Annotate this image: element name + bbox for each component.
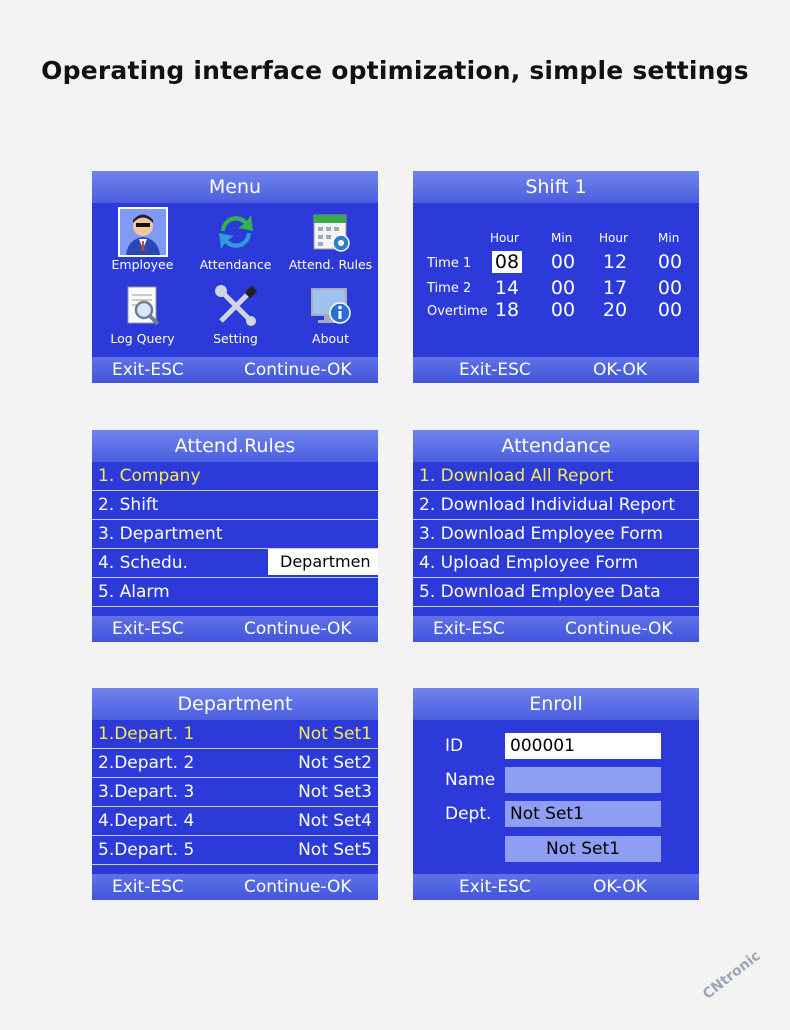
- attendance-title: Attendance: [413, 430, 699, 462]
- list-item[interactable]: [92, 836, 378, 865]
- attendance-screen: [413, 430, 699, 642]
- attend-rules-title: Attend.Rules: [92, 430, 378, 462]
- calendar-icon: [308, 209, 354, 255]
- menu-item-label: Employee: [111, 257, 174, 272]
- enroll-screen: [413, 688, 699, 900]
- continue-ok-button[interactable]: Continue-OK: [244, 360, 352, 380]
- shift-row-label-time2: Time 2: [427, 281, 472, 296]
- shift-header-hour-1: Hour: [490, 231, 519, 245]
- exit-esc-button[interactable]: Exit-ESC: [112, 877, 184, 897]
- shift-overtime-end-min[interactable]: 00: [657, 299, 683, 321]
- dept-label: Dept.: [445, 804, 492, 824]
- department-label: 2.Depart. 2: [98, 753, 195, 773]
- exit-esc-button[interactable]: Exit-ESC: [433, 619, 505, 639]
- attendance-list: [413, 462, 699, 607]
- menu-item-label: Attend. Rules: [288, 257, 373, 272]
- attendance-icon: [213, 209, 259, 255]
- exit-esc-button[interactable]: Exit-ESC: [112, 619, 184, 639]
- dept-option[interactable]: Not Set1: [505, 836, 661, 862]
- shift-title: Shift 1: [413, 171, 699, 203]
- shift-screen: [413, 171, 699, 383]
- menu-title: Menu: [92, 171, 378, 203]
- exit-esc-button[interactable]: Exit-ESC: [459, 877, 531, 897]
- exit-esc-button[interactable]: Exit-ESC: [112, 360, 184, 380]
- shift-time1-start-min[interactable]: 00: [550, 251, 576, 273]
- attend-rules-screen: [92, 430, 378, 642]
- shift-time2-start-hour[interactable]: 14: [494, 277, 520, 299]
- continue-ok-button[interactable]: Continue-OK: [244, 619, 352, 639]
- attend-rules-list: [92, 462, 378, 607]
- enroll-footer: [413, 874, 699, 900]
- enroll-title: Enroll: [413, 688, 699, 720]
- wrench-icon: [213, 283, 259, 329]
- menu-item-log-query[interactable]: [95, 279, 190, 354]
- menu-item-attend-rules[interactable]: [283, 205, 378, 280]
- department-value: Not Set4: [298, 811, 372, 831]
- continue-ok-button[interactable]: Continue-OK: [565, 619, 673, 639]
- department-value: Not Set2: [298, 753, 372, 773]
- employee-icon: [120, 209, 166, 255]
- list-item[interactable]: 1. Company: [92, 462, 378, 491]
- exit-esc-button[interactable]: Exit-ESC: [459, 360, 531, 380]
- department-label: 4.Depart. 4: [98, 811, 195, 831]
- department-label: 1.Depart. 1: [98, 724, 195, 744]
- ok-button[interactable]: OK-OK: [593, 360, 647, 380]
- shift-overtime-end-hour[interactable]: 20: [602, 299, 628, 321]
- shift-row-label-overtime: Overtime: [427, 304, 488, 319]
- shift-time1-end-min[interactable]: 00: [657, 251, 683, 273]
- list-item[interactable]: [92, 720, 378, 749]
- department-footer: [92, 874, 378, 900]
- menu-grid: [92, 203, 378, 357]
- list-item-schedule[interactable]: [92, 549, 378, 578]
- name-label: Name: [445, 770, 496, 790]
- attendance-footer: [413, 616, 699, 642]
- shift-overtime-start-min[interactable]: 00: [550, 299, 576, 321]
- department-value: Not Set1: [298, 724, 372, 744]
- shift-overtime-start-hour[interactable]: 18: [494, 299, 520, 321]
- menu-item-label: About: [312, 331, 349, 346]
- shift-header-min-2: Min: [658, 231, 680, 245]
- page-headline: Operating interface optimization, simple settings: [41, 56, 749, 85]
- list-item[interactable]: 2. Shift: [92, 491, 378, 520]
- ok-button[interactable]: OK-OK: [593, 877, 647, 897]
- menu-footer: [92, 357, 378, 383]
- list-item[interactable]: 5. Alarm: [92, 578, 378, 607]
- list-item-label: 4. Schedu.: [98, 553, 188, 573]
- shift-header-min-1: Min: [551, 231, 573, 245]
- list-item[interactable]: 3. Department: [92, 520, 378, 549]
- menu-item-employee[interactable]: [95, 205, 190, 280]
- name-field[interactable]: [505, 767, 661, 793]
- shift-time1-start-hour[interactable]: 08: [492, 251, 522, 273]
- dept-field[interactable]: Not Set1: [505, 801, 661, 827]
- menu-item-label: Attendance: [199, 257, 272, 272]
- info-icon: [308, 283, 354, 329]
- menu-screen: [92, 171, 378, 383]
- menu-item-label: Setting: [213, 331, 258, 346]
- list-item[interactable]: [92, 807, 378, 836]
- shift-time2-start-min[interactable]: 00: [550, 277, 576, 299]
- department-list: [92, 720, 378, 865]
- department-label: 3.Depart. 3: [98, 782, 195, 802]
- shift-header-hour-2: Hour: [599, 231, 628, 245]
- menu-item-label: Log Query: [110, 331, 175, 346]
- log-query-icon: [120, 283, 166, 329]
- department-value: Not Set5: [298, 840, 372, 860]
- brand-watermark: CNtronic: [700, 947, 764, 1003]
- list-item[interactable]: 5. Download Employee Data: [413, 578, 699, 607]
- shift-time2-end-min[interactable]: 00: [657, 277, 683, 299]
- list-item[interactable]: [92, 749, 378, 778]
- list-item[interactable]: 4. Upload Employee Form: [413, 549, 699, 578]
- list-item[interactable]: 1. Download All Report: [413, 462, 699, 491]
- department-label: 5.Depart. 5: [98, 840, 195, 860]
- list-item[interactable]: 3. Download Employee Form: [413, 520, 699, 549]
- shift-row-label-time1: Time 1: [427, 256, 472, 271]
- menu-item-attendance[interactable]: [188, 205, 283, 280]
- continue-ok-button[interactable]: Continue-OK: [244, 877, 352, 897]
- list-item[interactable]: 2. Download Individual Report: [413, 491, 699, 520]
- id-label: ID: [445, 736, 464, 756]
- department-screen: [92, 688, 378, 900]
- shift-time1-end-hour[interactable]: 12: [602, 251, 628, 273]
- menu-item-setting[interactable]: [188, 279, 283, 354]
- schedule-value-dropdown[interactable]: Departmen: [268, 549, 378, 575]
- shift-footer: [413, 357, 699, 383]
- attend-rules-footer: [92, 616, 378, 642]
- department-value: Not Set3: [298, 782, 372, 802]
- id-field[interactable]: 000001: [505, 733, 661, 759]
- shift-time2-end-hour[interactable]: 17: [602, 277, 628, 299]
- department-title: Department: [92, 688, 378, 720]
- list-item[interactable]: [92, 778, 378, 807]
- menu-item-about[interactable]: [283, 279, 378, 354]
